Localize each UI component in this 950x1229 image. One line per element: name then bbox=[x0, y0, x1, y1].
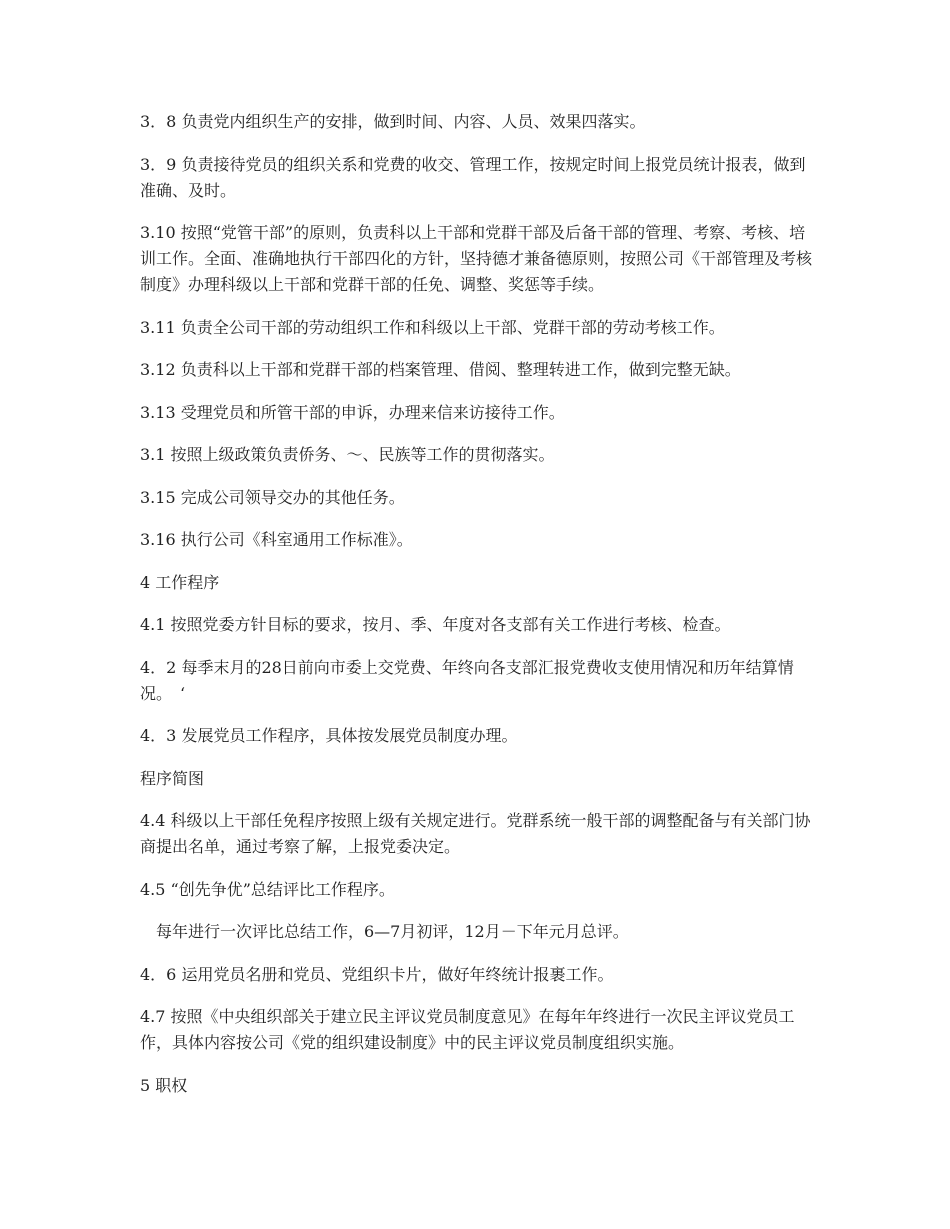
paragraph-3-15: 3.15 完成公司领导交办的其他任务。 bbox=[140, 487, 405, 507]
paragraph-4-2: 4．2 每季末月的28日前向市委上交党费、年终向各支部汇报党费收支使用情况和历年结算情况。 ‘ bbox=[140, 657, 794, 703]
paragraph-3-8: 3．8 负责党内组织生产的安排，做到时间、内容、人员、效果四落实。 bbox=[140, 112, 646, 131]
paragraph-4-5-detail: 每年进行一次评比总结工作，6—7月初评，12月－下年元月总评。 bbox=[140, 922, 629, 941]
paragraph-3-11: 3.11 负责全公司干部的劳动组织工作和科级以上干部、党群干部的劳动考核工作。 bbox=[140, 317, 725, 337]
paragraph-3-10: 3.10 按照“党管干部”的原则，负责科以上干部和党群干部及后备干部的管理、考察、考核、培训工作。全面、准确地执行干部四化的方针，坚持德才兼备德原则，按照公司《干部管理及考核制度》办理科级以上干部和党群干部的任免、调整、奖惩等手续。 bbox=[140, 223, 813, 294]
paragraph-3-16: 3.16 执行公司《科室通用工作标准》。 bbox=[140, 530, 413, 549]
paragraph-4-1: 4.1 按照党委方针目标的要求，按月、季、年度对各支部有关工作进行考核、检查。 bbox=[140, 615, 731, 634]
section-heading-4: 4 工作程序 bbox=[140, 572, 220, 592]
paragraph-3-13: 3.13 受理党员和所管干部的申诉，办理来信来访接待工作。 bbox=[140, 402, 565, 422]
document-body bbox=[140, 109, 812, 1115]
section-heading-5: 5 职权 bbox=[140, 1075, 188, 1095]
paragraph-3-9: 3．9 负责接待党员的组织关系和党费的收交、管理工作，按规定时间上报党员统计报表，做到准确、及时。 bbox=[140, 154, 806, 200]
paragraph-4-4: 4.4 科级以上干部任免程序按照上级有关规定进行。党群系统一般干部的调整配备与有关部门协商提出名单，通过考察了解，上报党委决定。 bbox=[140, 811, 811, 856]
paragraph-4-7: 4.7 按照《中央组织部关于建立民主评议党员制度意见》在每年年终进行一次民主评议党员工作，具体内容按公司《党的组织建设制度》中的民主评议党员制度组织实施。 bbox=[140, 1007, 795, 1052]
paragraph-4-5: 4.5 “创先争优”总结评比工作程序。 bbox=[140, 879, 395, 899]
procedure-diagram-label: 程序简图 bbox=[140, 768, 205, 788]
paragraph-4-6: 4．6 运用党员名册和党员、党组织卡片，做好年终统计报裹工作。 bbox=[140, 964, 614, 984]
paragraph-4-3: 4．3 发展党员工作程序，具体按发展党员制度办理。 bbox=[140, 726, 518, 745]
paragraph-3-14: 3.1 按照上级政策负责侨务、～、民族等工作的贯彻落实。 bbox=[140, 445, 555, 464]
paragraph-3-12: 3.12 负责科以上干部和党群干部的档案管理、借阅、整理转进工作，做到完整无缺。 bbox=[140, 360, 741, 379]
